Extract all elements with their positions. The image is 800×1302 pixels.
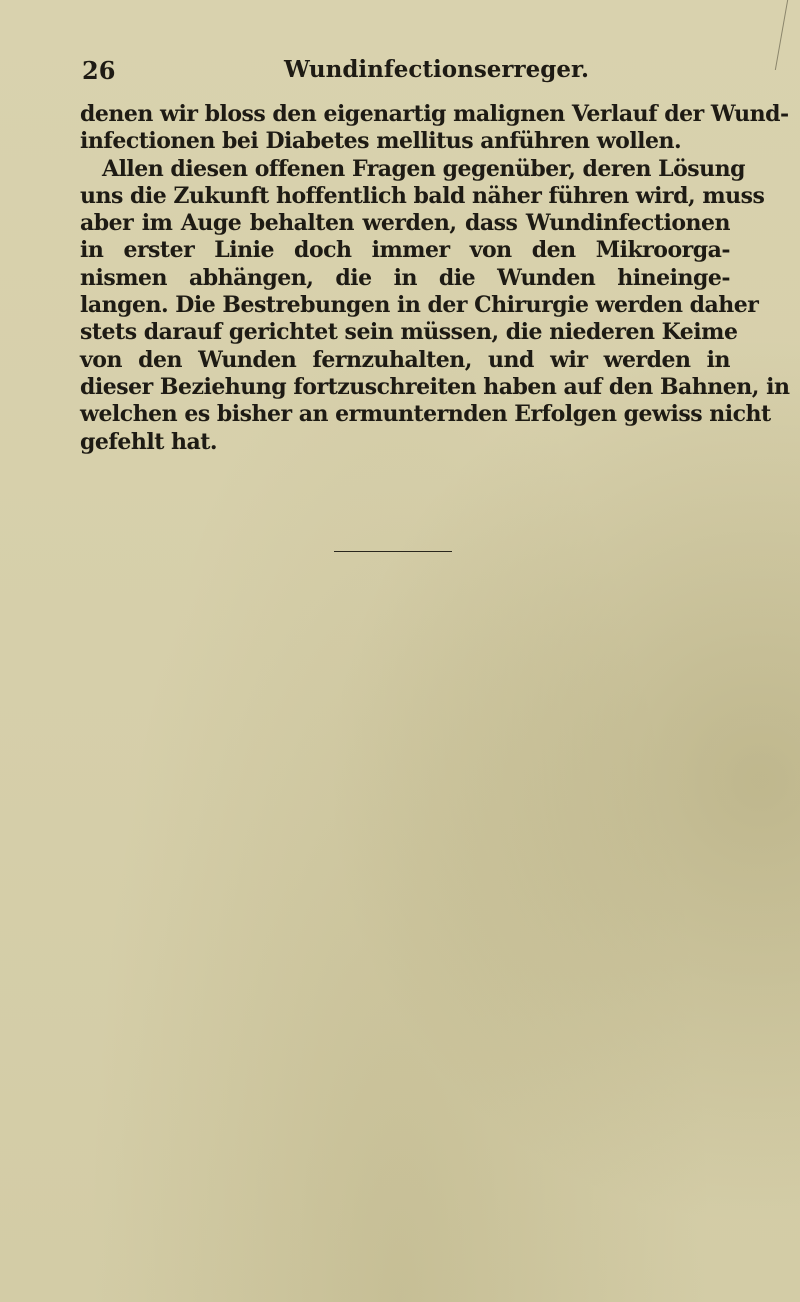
- text-line: langen. Die Bestrebungen in der Chirurgie werden daher: [80, 292, 759, 319]
- running-title: Wundinfectionserreger.: [284, 56, 590, 83]
- text-line: infectionen bei Diabetes mellitus anführen wollen.: [80, 128, 682, 155]
- text-line: welchen es bisher an ermunternden Erfolgen gewiss nicht: [80, 401, 771, 428]
- text-line: dieser Beziehung fortzuschreiten haben auf den Bahnen, in: [80, 373, 790, 400]
- text-line: uns die Zukunft hoffentlich bald näher führen wird, muss: [80, 182, 765, 209]
- body-text: [80, 101, 790, 456]
- page-number: 26: [82, 56, 116, 85]
- text-line: stets darauf gerichtet sein müssen, die niederen Keime: [80, 319, 738, 346]
- text-line: in erster Linie doch immer von den Mikroorga-: [80, 237, 730, 264]
- text-line: nismen abhängen, die in die Wunden hineinge-: [80, 264, 730, 291]
- section-divider: [334, 551, 452, 552]
- page-edge-mark: [761, 0, 788, 70]
- text-line: von den Wunden fernzuhalten, und wir werden in: [80, 346, 730, 373]
- text-line: denen wir bloss den eigenartig malignen Verlauf der Wund-: [80, 101, 789, 127]
- text-line: aber im Auge behalten werden, dass Wundinfectionen: [80, 210, 730, 237]
- page-header: [82, 50, 722, 90]
- text-line: gefehlt hat.: [80, 428, 218, 455]
- text-line: Allen diesen offenen Fragen gegenüber, deren Lösung: [102, 155, 746, 182]
